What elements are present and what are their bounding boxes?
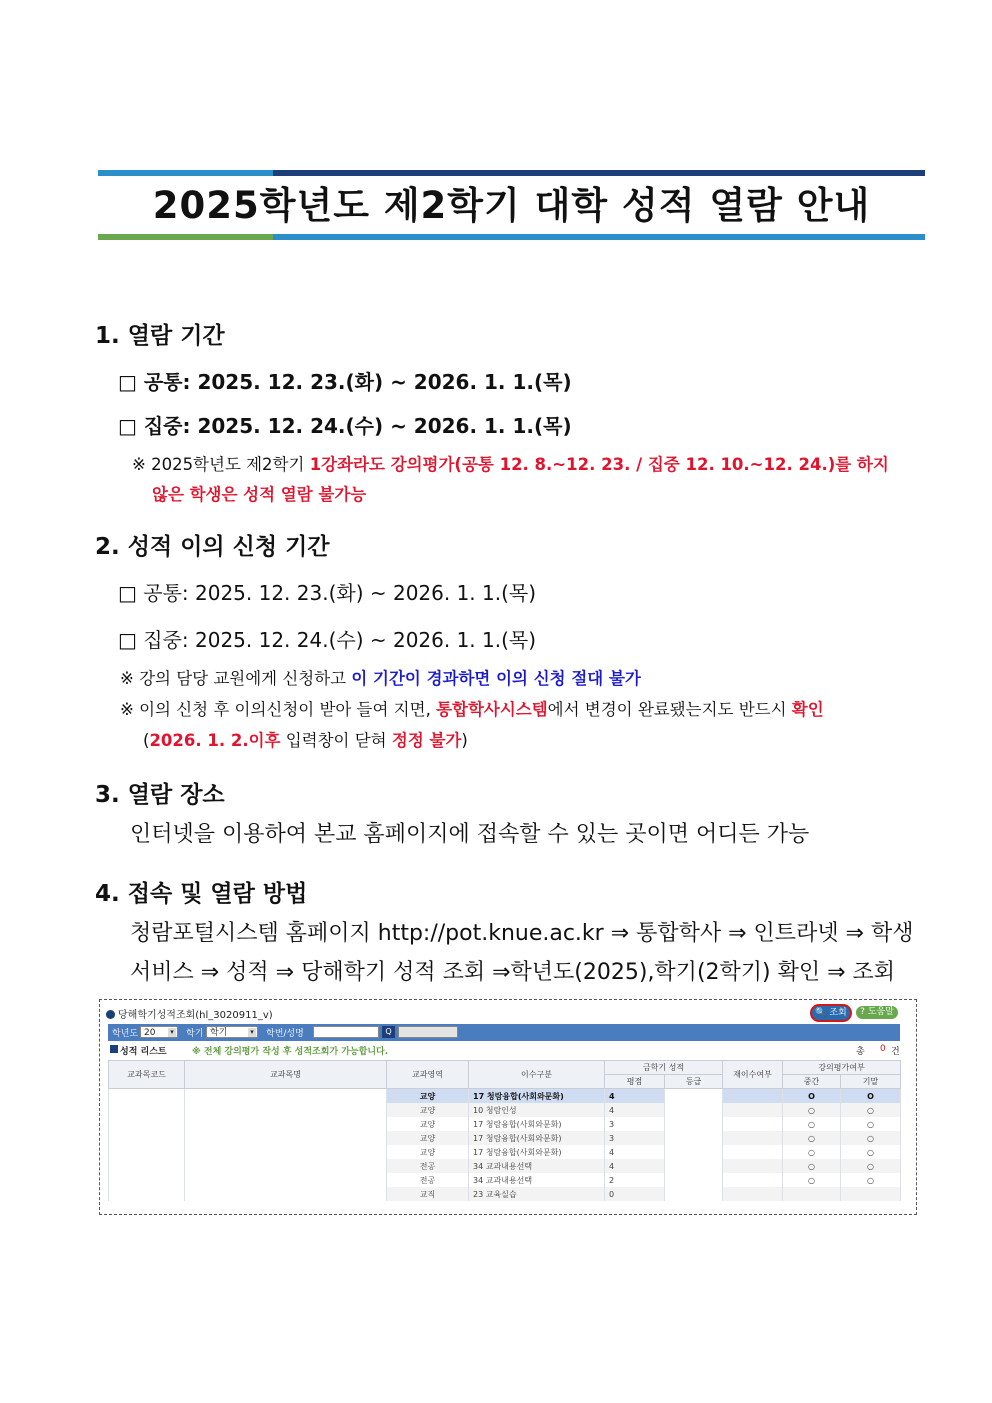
section-2-common-period: □ 공통: 2025. 12. 23.(화) ~ 2026. 1. 1.(목) (118, 581, 537, 605)
cell-code (109, 1173, 185, 1187)
total-label: 총 (856, 1047, 865, 1057)
help-button[interactable]: ? 도움말 (856, 1006, 898, 1019)
table-row[interactable] (109, 1117, 901, 1131)
cell-final (841, 1187, 901, 1201)
cell-score: 3 (605, 1131, 665, 1145)
note-text: 입력창이 닫혀 (280, 731, 392, 750)
col-retake: 재이수여부 (723, 1061, 783, 1089)
cell-type: 23 교육실습 (469, 1187, 605, 1201)
cell-rank (665, 1089, 723, 1104)
cell-type: 17 청람융합(사회와문화) (469, 1145, 605, 1159)
cell-name (185, 1187, 387, 1201)
chevron-down-icon: ▾ (248, 1028, 256, 1037)
chevron-down-icon: ▾ (168, 1028, 176, 1037)
col-eval-group: 강의평가여부 (783, 1061, 901, 1075)
cell-rank (665, 1145, 723, 1159)
cell-mid: ○ (783, 1117, 841, 1131)
page-title: 2025학년도 제2학기 대학 성적 열람 안내 (152, 184, 871, 227)
cell-name (185, 1131, 387, 1145)
cell-code (109, 1131, 185, 1145)
cell-final: ○ (841, 1145, 901, 1159)
cell-code (109, 1117, 185, 1131)
cell-retake (723, 1131, 783, 1145)
section-2-note-1 (120, 665, 641, 689)
term-label: 학기 (186, 1029, 204, 1039)
section-2-heading: 2. 성적 이의 신청 기간 (95, 534, 330, 560)
col-name: 교과목명 (185, 1061, 387, 1089)
cell-final: ○ (841, 1117, 901, 1131)
col-grade-group: 금학기 성적 (605, 1061, 723, 1075)
section-1-note (132, 451, 889, 475)
section-1-heading: 1. 열람 기간 (95, 323, 225, 349)
system-name: 통합학사시스템 (436, 700, 548, 719)
section-1-note-cont: 않은 학생은 성적 열람 불가능 (152, 485, 367, 504)
cell-score: 4 (605, 1103, 665, 1117)
table-row[interactable] (109, 1173, 901, 1187)
cell-area: 교양 (387, 1089, 469, 1104)
section-1-intensive-period: □ 집중: 2025. 12. 24.(수) ~ 2026. 1. 1.(목) (118, 414, 572, 438)
note-warning: 1강좌라도 강의평가(공통 12. 8.~12. 23. / 집중 12. 10.~12. 24.)를 하지 (309, 455, 889, 474)
search-icon[interactable]: Q (382, 1026, 395, 1038)
cell-retake (723, 1159, 783, 1173)
grade-table (108, 1060, 901, 1201)
year-label: 학년도 (112, 1029, 139, 1039)
term-select[interactable] (206, 1026, 258, 1038)
col-score: 평점 (605, 1075, 665, 1089)
cell-name (185, 1103, 387, 1117)
table-row[interactable] (109, 1187, 901, 1201)
cell-mid: ○ (783, 1173, 841, 1187)
student-name-field (398, 1026, 458, 1038)
list-title: 성적 리스트 (120, 1047, 167, 1057)
cell-score: 0 (605, 1187, 665, 1201)
window-title (106, 1006, 273, 1021)
cell-area: 전공 (387, 1173, 469, 1187)
cell-retake (723, 1173, 783, 1187)
confirm-word: 확인 (791, 700, 824, 719)
cell-retake (723, 1145, 783, 1159)
cell-type: 17 청람융합(사회와문화) (469, 1089, 605, 1104)
col-code: 교과목코드 (109, 1061, 185, 1089)
cell-rank (665, 1159, 723, 1173)
cell-rank (665, 1173, 723, 1187)
window-title-text: 당해학기성적조회(hl_3020911_v) (118, 1010, 273, 1021)
cell-type: 17 청람융합(사회와문화) (469, 1131, 605, 1145)
cell-mid: ○ (783, 1159, 841, 1173)
section-4-line-2: 서비스 ⇒ 성적 ⇒ 당해학기 성적 조회 ⇒학년도(2025),학기(2학기) 확인 ⇒ 조회 (130, 960, 896, 985)
cell-code (109, 1159, 185, 1173)
table-row[interactable] (109, 1159, 901, 1173)
cell-name (185, 1117, 387, 1131)
cell-area: 교양 (387, 1103, 469, 1117)
cell-retake (723, 1103, 783, 1117)
cell-score: 4 (605, 1159, 665, 1173)
deadline-date: 2026. 1. 2.이후 (149, 731, 281, 750)
cell-area: 전공 (387, 1159, 469, 1173)
note-text: 에서 변경이 완료됐는지도 반드시 (547, 700, 792, 719)
section-2-note-2 (120, 696, 824, 720)
cell-area: 교양 (387, 1145, 469, 1159)
table-row[interactable] (109, 1089, 901, 1104)
note-text: ※ 2025학년도 제2학기 (132, 455, 310, 474)
paren-open: ( (143, 731, 150, 750)
total-unit: 건 (891, 1047, 900, 1057)
cell-final: ○ (841, 1131, 901, 1145)
note-warning: 이 기간이 경과하면 이의 신청 절대 불가 (351, 669, 641, 688)
section-1-common-period: □ 공통: 2025. 12. 23.(화) ~ 2026. 1. 1.(목) (118, 370, 572, 394)
student-label: 학번/성명 (266, 1029, 304, 1039)
title-top-bar (98, 170, 925, 176)
no-correction: 정정 불가 (391, 731, 462, 750)
col-final: 기말 (841, 1075, 901, 1089)
note-text: ※ 이의 신청 후 이의신청이 받아 들여 지면, (120, 700, 437, 719)
title-bottom-bar (98, 234, 925, 240)
cell-code (109, 1145, 185, 1159)
cell-name (185, 1145, 387, 1159)
col-area: 교과영역 (387, 1061, 469, 1089)
filter-bar (108, 1024, 900, 1041)
list-header (108, 1044, 900, 1058)
col-rank: 등급 (665, 1075, 723, 1089)
cell-code (109, 1187, 185, 1201)
year-select[interactable] (140, 1026, 178, 1038)
cell-type: 34 교과내용선택 (469, 1173, 605, 1187)
cell-code (109, 1089, 185, 1104)
cell-type: 34 교과내용선택 (469, 1159, 605, 1173)
cell-rank (665, 1131, 723, 1145)
total-count: 0 (880, 1044, 886, 1054)
cell-area: 교양 (387, 1131, 469, 1145)
year-value: 20 (144, 1028, 156, 1038)
cell-final: ○ (841, 1103, 901, 1117)
section-3-heading: 3. 열람 장소 (95, 782, 225, 808)
table-row[interactable] (109, 1145, 901, 1159)
paren-close: ) (461, 731, 468, 750)
cell-mid: ○ (783, 1103, 841, 1117)
col-mid: 중간 (783, 1075, 841, 1089)
cell-mid (783, 1187, 841, 1201)
cell-mid: O (783, 1089, 841, 1104)
cell-retake (723, 1117, 783, 1131)
col-type: 이수구분 (469, 1061, 605, 1089)
cell-name (185, 1089, 387, 1104)
grade-lookup-screenshot (99, 999, 917, 1215)
cell-area: 교양 (387, 1117, 469, 1131)
cell-mid: ○ (783, 1145, 841, 1159)
section-3-body: 인터넷을 이용하여 본교 홈페이지에 접속할 수 있는 곳이면 어디든 가능 (130, 822, 810, 847)
section-4-line-1: 청람포털시스템 홈페이지 http://pot.knue.ac.kr ⇒ 통합학사 ⇒ 인트라넷 ⇒ 학생 (130, 921, 914, 946)
bullet-icon (106, 1010, 115, 1019)
table-row[interactable] (109, 1131, 901, 1145)
cell-type: 17 청람융합(사회와문화) (469, 1117, 605, 1131)
cell-name (185, 1159, 387, 1173)
cell-score: 4 (605, 1145, 665, 1159)
table-row[interactable] (109, 1103, 901, 1117)
list-icon (110, 1045, 118, 1053)
search-button[interactable]: 🔍 조회 (810, 1004, 852, 1022)
list-note: ※ 전체 강의평가 작성 후 성적조회가 가능합니다. (192, 1047, 389, 1057)
cell-score: 2 (605, 1173, 665, 1187)
cell-retake (723, 1187, 783, 1201)
cell-final: O (841, 1089, 901, 1104)
cell-retake (723, 1089, 783, 1104)
cell-final: ○ (841, 1159, 901, 1173)
cell-final: ○ (841, 1173, 901, 1187)
student-input[interactable] (313, 1026, 379, 1038)
cell-area: 교직 (387, 1187, 469, 1201)
cell-rank (665, 1187, 723, 1201)
cell-name (185, 1173, 387, 1187)
cell-type: 10 청람인성 (469, 1103, 605, 1117)
cell-mid: ○ (783, 1131, 841, 1145)
section-4-heading: 4. 접속 및 열람 방법 (95, 881, 308, 907)
cell-score: 4 (605, 1089, 665, 1104)
cell-score: 3 (605, 1117, 665, 1131)
note-text: ※ 강의 담당 교원에게 신청하고 (120, 669, 352, 688)
term-value: 학기 (210, 1028, 228, 1038)
section-2-note-3 (143, 727, 468, 751)
section-2-intensive-period: □ 집중: 2025. 12. 24.(수) ~ 2026. 1. 1.(목) (118, 628, 537, 652)
cell-rank (665, 1117, 723, 1131)
cell-code (109, 1103, 185, 1117)
cell-rank (665, 1103, 723, 1117)
